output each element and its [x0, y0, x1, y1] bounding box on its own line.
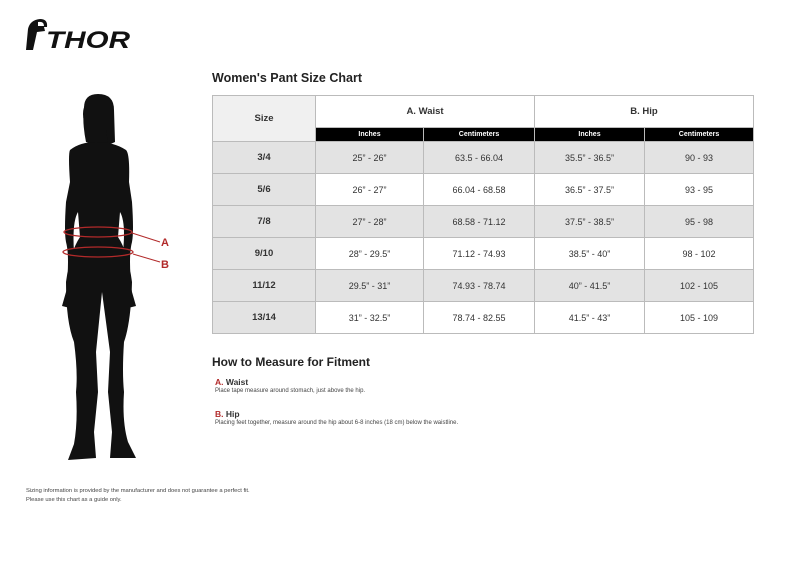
table-row	[213, 238, 754, 270]
marker-b-label: B	[161, 259, 169, 271]
hip-group-header: B. Hip	[535, 96, 754, 128]
hip-inches-cell: 40” - 41.5”	[535, 270, 645, 302]
waist-inches-header: Inches	[316, 128, 424, 142]
hip-inches-cell: 35.5” - 36.5”	[535, 142, 645, 174]
table-row	[213, 174, 754, 206]
hip-cm-header: Centimeters	[645, 128, 754, 142]
waist-inches-cell: 27” - 28”	[316, 206, 424, 238]
table-row	[213, 270, 754, 302]
disclaimer-text	[26, 487, 250, 504]
hip-inches-cell: 41.5” - 43”	[535, 302, 645, 334]
table-header-row	[213, 96, 754, 128]
measure-letter: B.	[215, 409, 224, 419]
measure-name: Hip	[225, 409, 240, 419]
female-silhouette-figure	[40, 92, 180, 470]
hip-cm-cell: 93 - 95	[645, 174, 754, 206]
disclaimer-line: Sizing information is provided by the manufacturer and does not guarantee a perfect fit.	[26, 488, 250, 494]
marker-a-label: A	[161, 237, 169, 249]
disclaimer-line: Please use this chart as a guide only.	[26, 496, 122, 503]
table-row	[213, 302, 754, 334]
waist-inches-cell: 25” - 26”	[316, 142, 424, 174]
hip-inches-cell: 36.5” - 37.5”	[535, 174, 645, 206]
thor-helmet-icon	[26, 19, 47, 50]
measure-section-title: How to Measure for Fitment	[212, 355, 371, 369]
waist-cm-cell: 71.12 - 74.93	[424, 238, 535, 270]
measure-item-waist	[215, 377, 365, 394]
hip-cm-cell: 98 - 102	[645, 238, 754, 270]
waist-inches-cell: 29.5” - 31”	[316, 270, 424, 302]
measure-description: Place tape measure around stomach, just above the hip.	[215, 388, 366, 394]
waist-inches-cell: 26” - 27”	[316, 174, 424, 206]
size-cell: 5/6	[213, 174, 316, 206]
hip-cm-cell: 95 - 98	[645, 206, 754, 238]
size-cell: 3/4	[213, 142, 316, 174]
waist-cm-cell: 74.93 - 78.74	[424, 270, 535, 302]
size-cell: 7/8	[213, 206, 316, 238]
hip-inches-cell: 38.5” - 40”	[535, 238, 645, 270]
hip-inches-header: Inches	[535, 128, 645, 142]
measure-description: Placing feet together, measure around the hip about 6-8 inches (18 cm) below the waistline.	[215, 420, 459, 426]
size-cell: 11/12	[213, 270, 316, 302]
measure-letter: A.	[215, 377, 224, 387]
table-row	[213, 206, 754, 238]
size-chart-table	[212, 95, 754, 334]
waist-group-header: A. Waist	[316, 96, 535, 128]
size-chart-title: Women's Pant Size Chart	[212, 71, 362, 85]
size-cell: 13/14	[213, 302, 316, 334]
waist-cm-cell: 63.5 - 66.04	[424, 142, 535, 174]
hip-cm-cell: 105 - 109	[645, 302, 754, 334]
thor-logo-text: THOR	[46, 27, 131, 53]
hip-cm-cell: 90 - 93	[645, 142, 754, 174]
thor-logo	[24, 17, 134, 53]
waist-cm-header: Centimeters	[424, 128, 535, 142]
table-row	[213, 142, 754, 174]
hip-inches-cell: 37.5” - 38.5”	[535, 206, 645, 238]
measure-item-hip	[215, 409, 458, 426]
hip-cm-cell: 102 - 105	[645, 270, 754, 302]
measure-name: Waist	[225, 377, 249, 387]
waist-cm-cell: 66.04 - 68.58	[424, 174, 535, 206]
waist-inches-cell: 31” - 32.5”	[316, 302, 424, 334]
waist-cm-cell: 68.58 - 71.12	[424, 206, 535, 238]
size-cell: 9/10	[213, 238, 316, 270]
waist-inches-cell: 28” - 29.5”	[316, 238, 424, 270]
waist-cm-cell: 78.74 - 82.55	[424, 302, 535, 334]
size-column-header: Size	[213, 96, 316, 142]
